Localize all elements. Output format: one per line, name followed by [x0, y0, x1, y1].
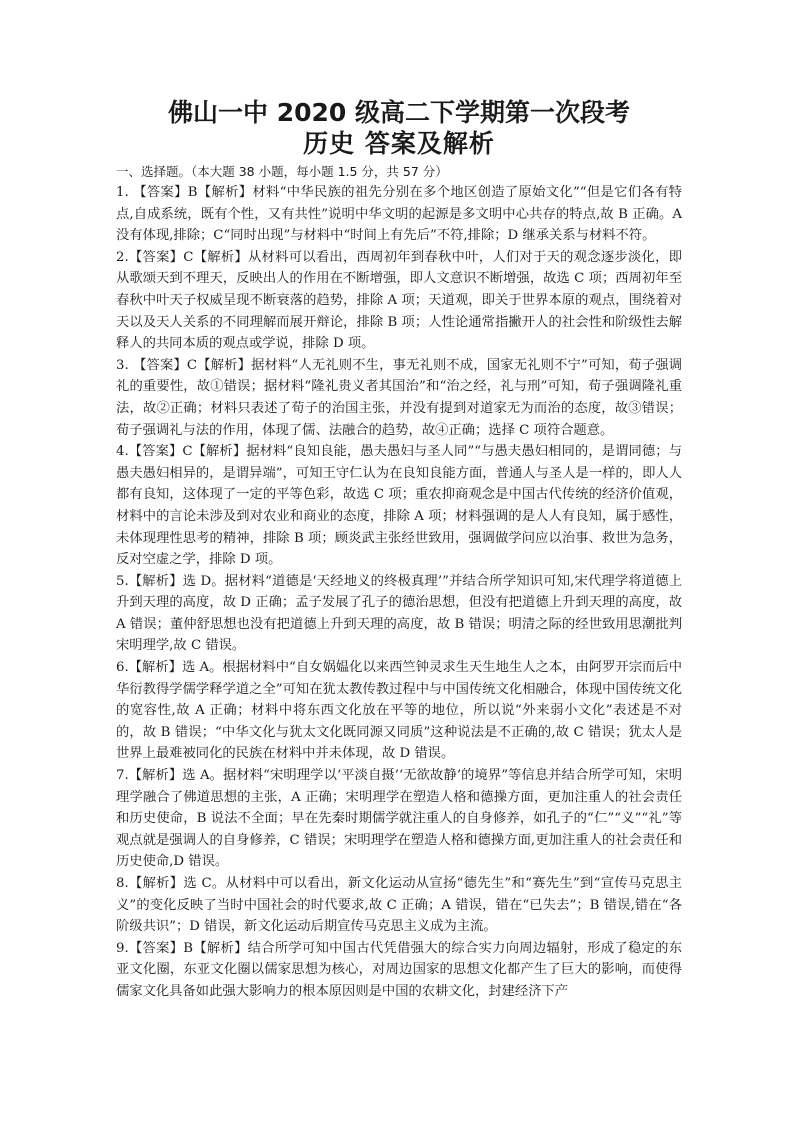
answer-item-7: 7.【解析】选 A。据材料“宋明理学以‘平淡自摄’‘无欲故静’的境界”等信息并结合所学可知，宋明理学融合了佛道思想的主张，A 正确；宋明理学在塑造人格和德操方面，更加注重人的社会责任和历史使命，B 说法不全面；早在先秦时期儒学就注重人的自身修养，如孔子的“仁”“义”“礼”等观点就是强调人的自身修养，C 错误；宋明理学在塑造人格和德操方面,更加注重人的社会责任和历史使命,D 错误。	[116, 768, 682, 870]
answer-item-2: 2.【答案】C【解析】从材料可以看出，西周初年到春秋中叶，人们对于天的观念逐步淡化，即从歌颂天到不理天，反映出人的作用在不断增强，即人文意识不断增强，故选 C 项；西周初年至春秋中叶天子权威呈现不断衰落的趋势，排除 A 项；天道观，即关于世界本原的观点，围绕着对天以及天人关系的不同理解而展开辩论，排除 B 项；人性论通常指撇开人的社会性和阶级性去解释人的共同本质的观点或学说，排除 D 项。	[116, 249, 682, 352]
answer-item-8: 8.【解析】选 C。从材料中可以看出，新文化运动从宣扬“德先生”和“赛先生”到“宣传马克思主义”的变化反映了当时中国社会的时代要求,故 C 正确；A 错误，错在“已失去”；B 错误,错在“各阶级共识”；D 错误，新文化运动后期宣传马克思主义成为主流。	[116, 876, 682, 935]
answer-item-3: 3. 【答案】C【解析】据材料“人无礼则不生，事无礼则不成，国家无礼则不宁”可知，荀子强调礼的重要性，故①错误；据材料“隆礼贵义者其国治”和“治之经，礼与刑”可知，荀子强调隆礼重法，故②正确；材料只表述了荀子的治国主张，并没有提到对道家无为而治的态度，故③错误；荀子强调礼与法的作用，体现了儒、法融合的趋势，故④正确；选择 C 项符合题意。	[116, 357, 682, 438]
answer-item-5: 5.【解析】选 D。据材料“道德是‘天经地义的终极真理’”并结合所学知识可知,宋代理学将道德上升到天理的高度，故 D 正确；孟子发展了孔子的德治思想，但没有把道德上升到天理的高度，故 A 错误；董仲舒思想也没有把道德上升到天理的高度，故 B 错误；明清之际的经世致用思潮批判宋明理学,故 C 错误。	[116, 573, 682, 654]
answer-item-9: 9.【答案】B【解析】结合所学可知中国古代凭借强大的综合实力向周边辐射，形成了稳定的东亚文化圈，东亚文化圈以儒家思想为核心，对周边国家的思想文化都产生了巨大的影响，而使得儒家文化具备如此强大影响力的根本原因则是中国的农耕文化，封建经济下产	[116, 940, 682, 999]
document-title: 佛山一中 2020 级高二下学期第一次段考	[168, 98, 630, 127]
section-heading: 一、选择题。（本大题 38 小题，每小题 1.5 分，共 57 分）	[116, 164, 448, 179]
answer-item-1: 1. 【答案】B【解析】材料“中华民族的祖先分别在多个地区创造了原始文化”“但是它们各有特点,自成系统，既有个性，又有共性”说明中华文明的起源是多文明中心共存的特点,故 B 正确。A 没有体现,排除；C“同时出现”与材料中“时间上有先后”不符,排除；D 继承关系与材料不符。	[116, 185, 682, 244]
answer-item-6: 6.【解析】选 A。根据材料中“自女娲媪化以来西竺钟灵求生天生地生人之本，由阿罗开宗而后中华衍教得学儒学释学道之全”可知在犹太教传教过程中与中国传统文化相融合，体现中国传统文化的宽容性,故 A 正确；材料中将东西文化放在平等的地位，所以说“外来弱小文化”表述是不对的，故 B 错误；“中华文化与犹太文化既同源又同质”这种说法是不正确的,故 C 错误；犹太人是世界上最难被同化的民族在材料中并未体现，故 D 错误。	[116, 660, 682, 762]
document-subtitle: 历史 答案及解析	[303, 129, 495, 158]
answer-list	[116, 182, 682, 1003]
answer-item-4: 4.【答案】C【解析】据材料“良知良能，愚夫愚妇与圣人同”“与愚夫愚妇相同的，是谓同德；与愚夫愚妇相异的，是谓异端”，可知王守仁认为在良知良能方面，普通人与圣人是一样的，即人人都有良知，这体现了一定的平等色彩，故选 C 项；重农抑商观念是中国古代传统的经济价值观，材料中的言论未涉及到对农业和商业的态度，排除 A 项；材料强调的是人人有良知，属于感性，未体现理性思考的精神，排除 B 项；顾炎武主张经世致用，强调做学问应以治事、救世为急务，反对空虚之学，排除 D 项。	[116, 444, 682, 568]
